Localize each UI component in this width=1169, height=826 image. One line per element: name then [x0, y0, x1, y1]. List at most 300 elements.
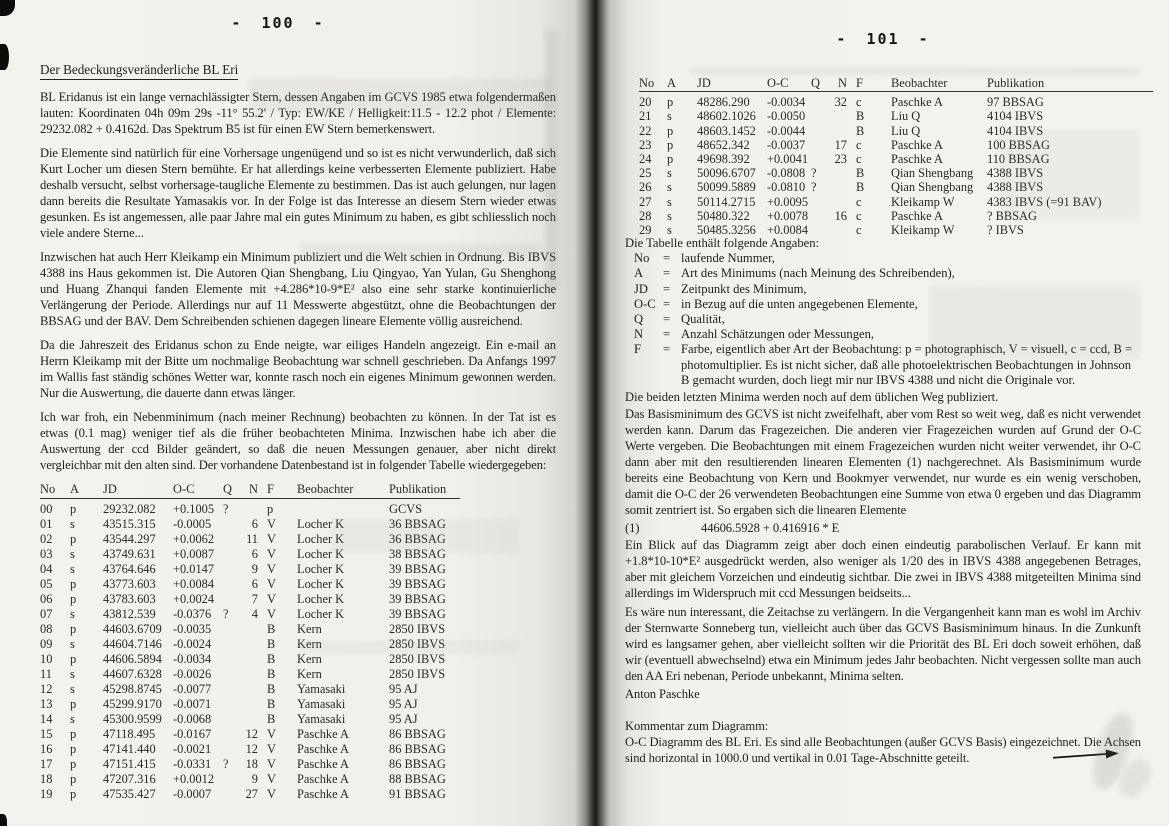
table-cell: p	[667, 152, 674, 167]
table-cell: 48602.1026	[697, 109, 756, 124]
table-cell: 7	[251, 592, 258, 606]
table-cell: 02	[40, 532, 53, 546]
table-cell: 44604.7146	[103, 637, 162, 651]
column-header: No	[40, 482, 56, 496]
table-cell: B	[267, 637, 276, 651]
table-cell: p	[70, 787, 77, 801]
legend-intro: Die Tabelle enthält folgende Angaben:	[625, 236, 820, 250]
table-row	[40, 577, 460, 592]
table-cell: 19	[40, 787, 53, 801]
table-cell: s	[70, 607, 75, 621]
paragraph-elemente: Die Elemente sind natürlich für eine Vorhersage ungenügend und so ist es nicht verwunderlich, daß sich Kurt Locher um diesen Stern bemühte. Er hat allerdings keine verbesserten Elemente publiziert. Habe deshalb versucht, selbst vorhersage-taugliche Elemente zu bestimmen. Das ist auch gelungen, nur lagen dann bereits die Resultate Yamasakis vor. In der Folge ist das Interesse an diesem Stern wieder etwas gesunken. Es ist angemessen, alle paar Jahre mal ein gutes Minimum zu haben, es gibt schliesslich noch viele andere Sterne...	[40, 146, 556, 240]
table-cell: 16	[834, 208, 847, 223]
table-cell: V	[267, 607, 276, 621]
bleedthrough-artifact	[300, 640, 520, 654]
table-cell: B	[267, 682, 276, 696]
table-row	[639, 109, 1153, 123]
table-cell: Kern	[297, 667, 322, 681]
table-cell: Paschke A	[891, 95, 943, 110]
table-cell: 44603.6709	[103, 622, 162, 636]
table-header-row	[40, 482, 460, 499]
table-cell: ?	[811, 166, 817, 181]
table-cell: 06	[40, 592, 53, 606]
table-cell: 01	[40, 517, 53, 531]
paragraph-basisminimum: Das Basisminimum des GCVS ist nicht zweifelhaft, aber vom Rest so weit weg, daß es nicht verwendet werden kann. Darum das Fragezeichen. Die anderen vier Fragezeichen wurden auf Grund der O-C Werte vergeben. Die Beobachtungen mit einem Fragezeichen wurden nicht weiter verwendet, ihr O-C dann aber mit den resultierenden linearen Elementen (1) nachgerechnet. Als Basisminimum wurde bereits eine Beobachtung von Kern und Bookmyer verwendet, nur wurde es ein wenig verschoben, damit die O-C der 26 verwendeten Beobachtungen eine Summe von etwa 0 ergeben und das Diagramm somit zentriert ist. So ergaben sich die linearen Elemente	[625, 407, 1141, 517]
column-header: A	[667, 76, 676, 90]
table-cell	[811, 209, 831, 223]
table-cell: 43544.297	[103, 532, 156, 546]
table-cell: +0.0062	[173, 532, 215, 546]
table-row	[40, 562, 460, 577]
page-fold-shadow	[574, 0, 614, 826]
table-cell	[223, 697, 241, 712]
table-cell: s	[70, 637, 75, 651]
table-cell	[223, 772, 241, 787]
scan-artifact	[0, 814, 7, 826]
bleedthrough-artifact	[545, 30, 558, 290]
column-header: Q	[811, 76, 820, 90]
table-cell: 07	[40, 607, 53, 621]
table-cell	[811, 152, 831, 166]
table-cell: 47535.427	[103, 787, 156, 801]
table-cell: -0.0044	[767, 123, 806, 138]
table-cell: -0.0077	[173, 682, 212, 696]
table-cell: V	[267, 562, 276, 576]
table-cell	[223, 532, 241, 547]
table-cell: s	[667, 208, 672, 223]
table-cell: V	[267, 517, 276, 531]
table-cell: p	[667, 95, 674, 110]
table-cell: V	[267, 577, 276, 591]
table-cell: 25	[639, 166, 652, 181]
table-cell: Qian Shengbang	[891, 166, 974, 181]
table-cell: 49698.392	[697, 152, 750, 167]
table-cell	[831, 195, 856, 209]
page-101	[612, 0, 1169, 826]
table-row	[40, 757, 460, 772]
table-cell	[223, 712, 241, 727]
table-cell: -0.0021	[173, 742, 212, 756]
table-cell	[223, 727, 241, 742]
column-header: N	[838, 76, 847, 90]
column-header: No	[639, 76, 655, 90]
table-cell: 2850 IBVS	[389, 637, 446, 651]
table-cell: ? IBVS	[987, 223, 1024, 238]
scan-artifact	[0, 44, 9, 70]
table-cell: -0.0035	[173, 622, 212, 636]
comment-body: O-C Diagramm des BL Eri. Es sind alle Beobachtungen (außer GCVS Basis) eingezeichnet. Die Achsen sind horizontal in 1000.0 und vertikal in 0.01 Tage-Abschnitte geteilt.	[625, 735, 1141, 765]
table-cell: Yamasaki	[297, 682, 346, 696]
table-cell: Qian Shengbang	[891, 180, 974, 195]
table-cell: +0.0087	[173, 547, 215, 561]
table-cell: B	[856, 166, 865, 181]
table-cell: +0.0147	[173, 562, 215, 576]
table-cell: c	[856, 194, 862, 209]
table-cell: s	[70, 682, 75, 696]
table-cell: 4383 IBVS (=91 BAV)	[987, 194, 1102, 209]
paragraph-intro: BL Eridanus ist ein lange vernachlässigter Stern, dessen Angaben im GCVS 1985 etwa folgendermaßen lauten: Koordinaten 04h 09m 29s -11° 55.2' / Typ: EW/KE / Helligkeit:11.5 - 12.2 phot / Elemente: 29232.082 + 0.4162d. Das Spektrum B5 ist für einen EW Stern bemerkenswert.	[40, 90, 556, 136]
table-cell: s	[70, 667, 75, 681]
article-title: Der Bedeckungsveränderliche BL Eri	[40, 62, 238, 80]
legend-equals: =	[663, 342, 671, 357]
table-cell: Locher K	[297, 592, 345, 606]
table-cell: 45300.9599	[103, 712, 162, 726]
column-header: Publikation	[987, 76, 1045, 90]
table-cell: p	[267, 502, 274, 516]
table-cell: 2850 IBVS	[389, 622, 446, 636]
table-cell: ?	[223, 502, 229, 516]
table-cell: 47151.415	[103, 757, 156, 771]
table-cell: Kleikamp W	[891, 194, 955, 209]
table-cell: -0.0024	[173, 637, 212, 651]
table-cell: B	[856, 180, 865, 195]
table-cell	[223, 517, 241, 532]
table-cell: V	[267, 742, 276, 756]
table-cell: -0.0034	[767, 95, 806, 110]
table-cell	[223, 547, 241, 562]
table-cell: -0.0005	[173, 517, 212, 531]
legend-definition: in Bezug auf die unten angegebenen Elemente,	[681, 296, 918, 311]
table-cell: 36 BBSAG	[389, 517, 446, 531]
bleedthrough-artifact	[330, 518, 520, 554]
table-cell: 100 BBSAG	[987, 137, 1050, 152]
table-cell: V	[267, 532, 276, 546]
table-cell: 4388 IBVS	[987, 180, 1044, 195]
table-cell: s	[70, 562, 75, 576]
table-cell: 95 AJ	[389, 682, 418, 696]
table-cell: 4104 IBVS	[987, 123, 1044, 138]
table-row	[639, 95, 1153, 109]
table-cell: 45298.8745	[103, 682, 162, 696]
table-cell: 36 BBSAG	[389, 532, 446, 546]
bleedthrough-artifact	[930, 285, 1140, 360]
table-cell: p	[70, 742, 77, 756]
table-cell	[241, 712, 267, 727]
column-header: O-C	[767, 76, 789, 90]
legend-term: A	[634, 266, 644, 281]
table-cell: p	[70, 757, 77, 771]
table-cell: ?	[223, 757, 229, 771]
table-cell: -0.0808	[767, 166, 806, 181]
table-cell: 18	[245, 757, 258, 771]
table-cell: Kleikamp W	[891, 223, 955, 238]
page-100	[0, 0, 578, 826]
table-cell: 11	[40, 667, 52, 681]
table-cell: Kern	[297, 622, 322, 636]
bleedthrough-artifact	[300, 243, 540, 256]
table-row	[40, 697, 460, 712]
table-cell: Locher K	[297, 547, 345, 561]
table-cell: +0.0078	[767, 208, 809, 223]
column-header: F	[267, 482, 274, 496]
table-cell: 43812.539	[103, 607, 156, 621]
table-cell: p	[70, 502, 77, 516]
table-cell: Locher K	[297, 607, 345, 621]
table-cell: 17	[40, 757, 53, 771]
table-cell: 50099.5889	[697, 180, 756, 195]
paragraph-zeitachse: Es wäre nun interessant, die Zeitachse zu verlängern. In die Vergangenheit kann man es wohl im Archiv der Sternwarte Sonneberg tun, vielleicht auch über das GCVS Basisminimum hinaus. In die Zunkunft wird es langsamer gehen, aber vielleicht sollten wir die Priorität des BL Eri doch soweit erhöhen, daß wir (eventuell abwechselnd) etwa ein Minimum jedes Jahr beobachten. Nicht vergessen sollte man auch den AA Eri nebenan, Periode unbekannt, Minima selten.	[625, 605, 1141, 683]
table-cell: B	[267, 697, 276, 711]
table-cell: Kern	[297, 637, 322, 651]
legend-item	[625, 266, 1141, 281]
table-cell: 22	[639, 123, 652, 138]
table-cell: c	[856, 152, 862, 167]
table-row	[40, 787, 460, 802]
formula-label: (1)	[625, 521, 640, 535]
table-cell: Yamasaki	[297, 712, 346, 726]
author-signature: Anton Paschke	[625, 687, 700, 701]
legend-outro: Die beiden letzten Minima werden noch auf dem üblichen Weg publiziert.	[625, 390, 999, 405]
table-cell: 44607.6328	[103, 667, 162, 681]
table-cell: 9	[251, 772, 258, 786]
table-cell: 15	[40, 727, 53, 741]
table-cell	[241, 697, 267, 712]
table-cell: Liu Q	[891, 109, 921, 124]
table-row	[40, 592, 460, 607]
table-cell: 05	[40, 577, 53, 591]
table-cell: s	[667, 166, 672, 181]
table-cell: Locher K	[297, 577, 345, 591]
table-cell: 4	[251, 607, 258, 621]
table-cell: ?	[223, 607, 229, 621]
table-cell: 86 BBSAG	[389, 757, 446, 771]
table-cell: -0.0071	[173, 697, 212, 711]
table-cell	[223, 637, 241, 652]
table-cell: Locher K	[297, 517, 345, 531]
table-cell: 23	[834, 152, 847, 167]
table-cell: 17	[834, 137, 847, 152]
table-cell: 50114.2715	[697, 194, 756, 209]
table-cell: s	[70, 547, 75, 561]
table-cell: p	[667, 123, 674, 138]
table-cell: V	[267, 772, 276, 786]
table-cell	[223, 787, 241, 802]
table-cell	[241, 667, 267, 682]
table-cell: 47207.316	[103, 772, 156, 786]
table-cell: 2850 IBVS	[389, 652, 446, 666]
table-cell: 4104 IBVS	[987, 109, 1044, 124]
table-cell: 12	[245, 742, 258, 756]
legend-definition: Farbe, eigentlich aber Art der Beobachtung: p = photographisch, V = visuell, c = ccd, B = photomultiplier. Es ist nicht sicher, daß alle photoelektrischen Beobachtungen in Johnson B gemacht wurden, doch liegt mir nur IBVS 4388 und nicht die Originale vor.	[681, 342, 1133, 387]
table-cell: 97 BBSAG	[987, 95, 1044, 110]
table-cell: 88 BBSAG	[389, 772, 446, 786]
paragraph-kleikamp: Inzwischen hat auch Herr Kleikamp ein Minimum publiziert und die Welt schien in Ordnung. Bis IBVS 4388 ins Haus gekommen ist. Die Autoren Qian Shengbang, Liu Qingyao, Yan Yulan, Gu Shenghong und Huang Zhanqui fanden Elemente mit +4.286*10-9*E² also eine sehr starke kontinuierliche Verlängerung der Periode. Allerdings nur auf 11 Messwerte abgestützt, ohne die Beobachtungen der BBSAG und der BAV. Dem Schreibenden schienen dagegen lineare Elemente völlig ausreichend.	[40, 250, 556, 328]
table-cell: Paschke A	[891, 152, 943, 167]
table-cell: p	[70, 697, 77, 711]
table-cell: V	[267, 787, 276, 801]
legend-term: N	[634, 327, 644, 342]
linear-elements-formula	[625, 520, 1141, 536]
table-cell: 21	[639, 109, 652, 124]
table-cell: p	[70, 652, 77, 666]
table-cell: 86 BBSAG	[389, 727, 446, 741]
table-cell	[223, 622, 241, 637]
table-cell	[831, 109, 856, 123]
table-cell: B	[267, 712, 276, 726]
table-cell: 91 BBSAG	[389, 787, 446, 801]
table-cell: 24	[639, 152, 652, 167]
table-cell: p	[70, 622, 77, 636]
column-header: A	[70, 482, 79, 496]
table-cell: 6	[251, 577, 258, 591]
table-cell: 6	[251, 517, 258, 531]
table-cell: 16	[40, 742, 53, 756]
table-cell: 43749.631	[103, 547, 156, 561]
legend-equals: =	[663, 251, 671, 266]
table-row	[40, 712, 460, 727]
table-cell: +0.0024	[173, 592, 215, 606]
table-row	[40, 622, 460, 637]
table-cell: 14	[40, 712, 53, 726]
table-cell: c	[856, 137, 862, 152]
table-cell: Paschke A	[297, 787, 349, 801]
table-cell: B	[856, 109, 865, 124]
table-cell: -0.0026	[173, 667, 212, 681]
table-row	[40, 607, 460, 622]
legend-definition: Art des Minimums (nach Meinung des Schreibenden),	[681, 266, 955, 281]
table-cell	[831, 166, 856, 180]
bleedthrough-artifact	[690, 68, 1140, 75]
table-cell	[223, 742, 241, 757]
table-cell: V	[267, 727, 276, 741]
table-cell: Paschke A	[297, 772, 349, 786]
table-cell: p	[70, 727, 77, 741]
table-cell: s	[667, 223, 672, 238]
table-cell: B	[856, 123, 865, 138]
table-cell: 43783.603	[103, 592, 156, 606]
page-number-left: - 100 -	[231, 14, 325, 32]
table-cell: 28	[639, 208, 652, 223]
table-cell: 00	[40, 502, 53, 516]
table-cell: B	[267, 652, 276, 666]
table-cell	[831, 180, 856, 194]
table-cell: 43515.315	[103, 517, 156, 531]
table-cell: -0.0037	[767, 137, 806, 152]
legend-definition: Anzahl Schätzungen oder Messungen,	[681, 327, 875, 342]
table-cell	[297, 502, 389, 517]
table-cell: 29232.082	[103, 502, 156, 516]
table-cell: p	[70, 577, 77, 591]
table-cell	[223, 577, 241, 592]
table-cell: 20	[639, 95, 652, 110]
table-cell: p	[70, 592, 77, 606]
table-cell: s	[667, 109, 672, 124]
table-cell: +0.0095	[767, 194, 809, 209]
table-cell	[241, 637, 267, 652]
legend-equals: =	[663, 312, 671, 327]
table-cell: 48286.290	[697, 95, 750, 110]
table-cell: V	[267, 592, 276, 606]
table-cell: Paschke A	[297, 727, 349, 741]
legend-equals: =	[663, 296, 671, 311]
column-header: JD	[697, 76, 711, 90]
table-row	[40, 742, 460, 757]
legend-equals: =	[663, 327, 671, 342]
table-row	[40, 772, 460, 787]
bleedthrough-artifact	[250, 78, 550, 112]
table-cell: 03	[40, 547, 53, 561]
column-header: N	[249, 482, 258, 496]
table-cell: ?	[811, 180, 817, 195]
column-header: F	[856, 76, 863, 90]
table-cell: +0.0084	[173, 577, 215, 591]
legend-term: O-C	[634, 296, 656, 311]
table-cell: s	[70, 517, 75, 531]
table-cell: 43773.603	[103, 577, 156, 591]
table-cell: +0.0041	[767, 152, 809, 167]
table-cell: 18	[40, 772, 53, 786]
table-cell: -0.0331	[173, 757, 212, 771]
table-cell: p	[70, 772, 77, 786]
table-cell: 50480.322	[697, 208, 750, 223]
table-cell: ? BBSAG	[987, 208, 1037, 223]
table-cell: 110 BBSAG	[987, 152, 1050, 167]
table-cell: 47118.495	[103, 727, 156, 741]
column-header: Beobachter	[891, 76, 948, 90]
table-cell: V	[267, 757, 276, 771]
table-cell	[223, 592, 241, 607]
column-header: Beobachter	[297, 482, 354, 496]
table-cell	[241, 682, 267, 697]
table-cell: 2850 IBVS	[389, 667, 446, 681]
legend-term: JD	[634, 281, 648, 296]
table-cell: Yamasaki	[297, 697, 346, 711]
table-cell: 9	[251, 562, 258, 576]
formula-expression: 44606.5928 + 0.416916 * E	[701, 521, 840, 535]
table-cell: 50096.6707	[697, 166, 756, 181]
table-cell: 4388 IBVS	[987, 166, 1044, 181]
table-cell: 10	[40, 652, 53, 666]
table-cell: 12	[40, 682, 53, 696]
table-cell: 47141.440	[103, 742, 156, 756]
table-cell: B	[267, 622, 276, 636]
table-cell: 38 BBSAG	[389, 547, 446, 561]
table-cell: -0.0068	[173, 712, 212, 726]
table-cell: -0.0050	[767, 109, 806, 124]
table-cell: Locher K	[297, 562, 345, 576]
table-row	[40, 667, 460, 682]
table-cell: -0.0810	[767, 180, 806, 195]
table-cell: 45299.9170	[103, 697, 162, 711]
table-row	[40, 502, 460, 517]
table-cell: 39 BBSAG	[389, 562, 446, 576]
table-cell: 04	[40, 562, 53, 576]
table-cell: 95 AJ	[389, 697, 418, 711]
table-cell: 27	[639, 194, 652, 209]
table-row	[40, 727, 460, 742]
table-cell: -0.0007	[173, 787, 212, 801]
paragraph-nebenminimum: Ich war froh, ein Nebenminimum (nach meiner Rechnung) beobachten zu können. In der Tat ist es etwas (0.1 mag) weniger tief als die früher beobachteten Minima. Inzwischen habe ich aber die Auswertung der ccd Bilder geändert, so daß die neuen Messungen genauer, aber nicht direkt vergleichbar mit den alten sind. Der vorhandene Datenbestand ist in folgender Tabelle wiedergegeben:	[40, 410, 556, 472]
table-cell: Paschke A	[297, 757, 349, 771]
table-cell	[241, 502, 267, 517]
table-cell: 09	[40, 637, 53, 651]
table-cell: Paschke A	[297, 742, 349, 756]
table-cell: B	[267, 667, 276, 681]
table-cell	[223, 667, 241, 682]
table-cell: Locher K	[297, 532, 345, 546]
table-cell: 86 BBSAG	[389, 742, 446, 756]
legend-equals: =	[663, 266, 671, 281]
table-cell	[223, 562, 241, 577]
table-cell: Kern	[297, 652, 322, 666]
comment-heading: Kommentar zum Diagramm:	[625, 719, 769, 733]
table-cell: 43764.646	[103, 562, 156, 576]
legend-definition: Zeitpunkt des Minimum,	[681, 281, 807, 296]
table-row	[40, 652, 460, 667]
table-cell	[811, 195, 831, 209]
table-cell: s	[667, 194, 672, 209]
bleedthrough-artifact	[1000, 130, 1140, 220]
